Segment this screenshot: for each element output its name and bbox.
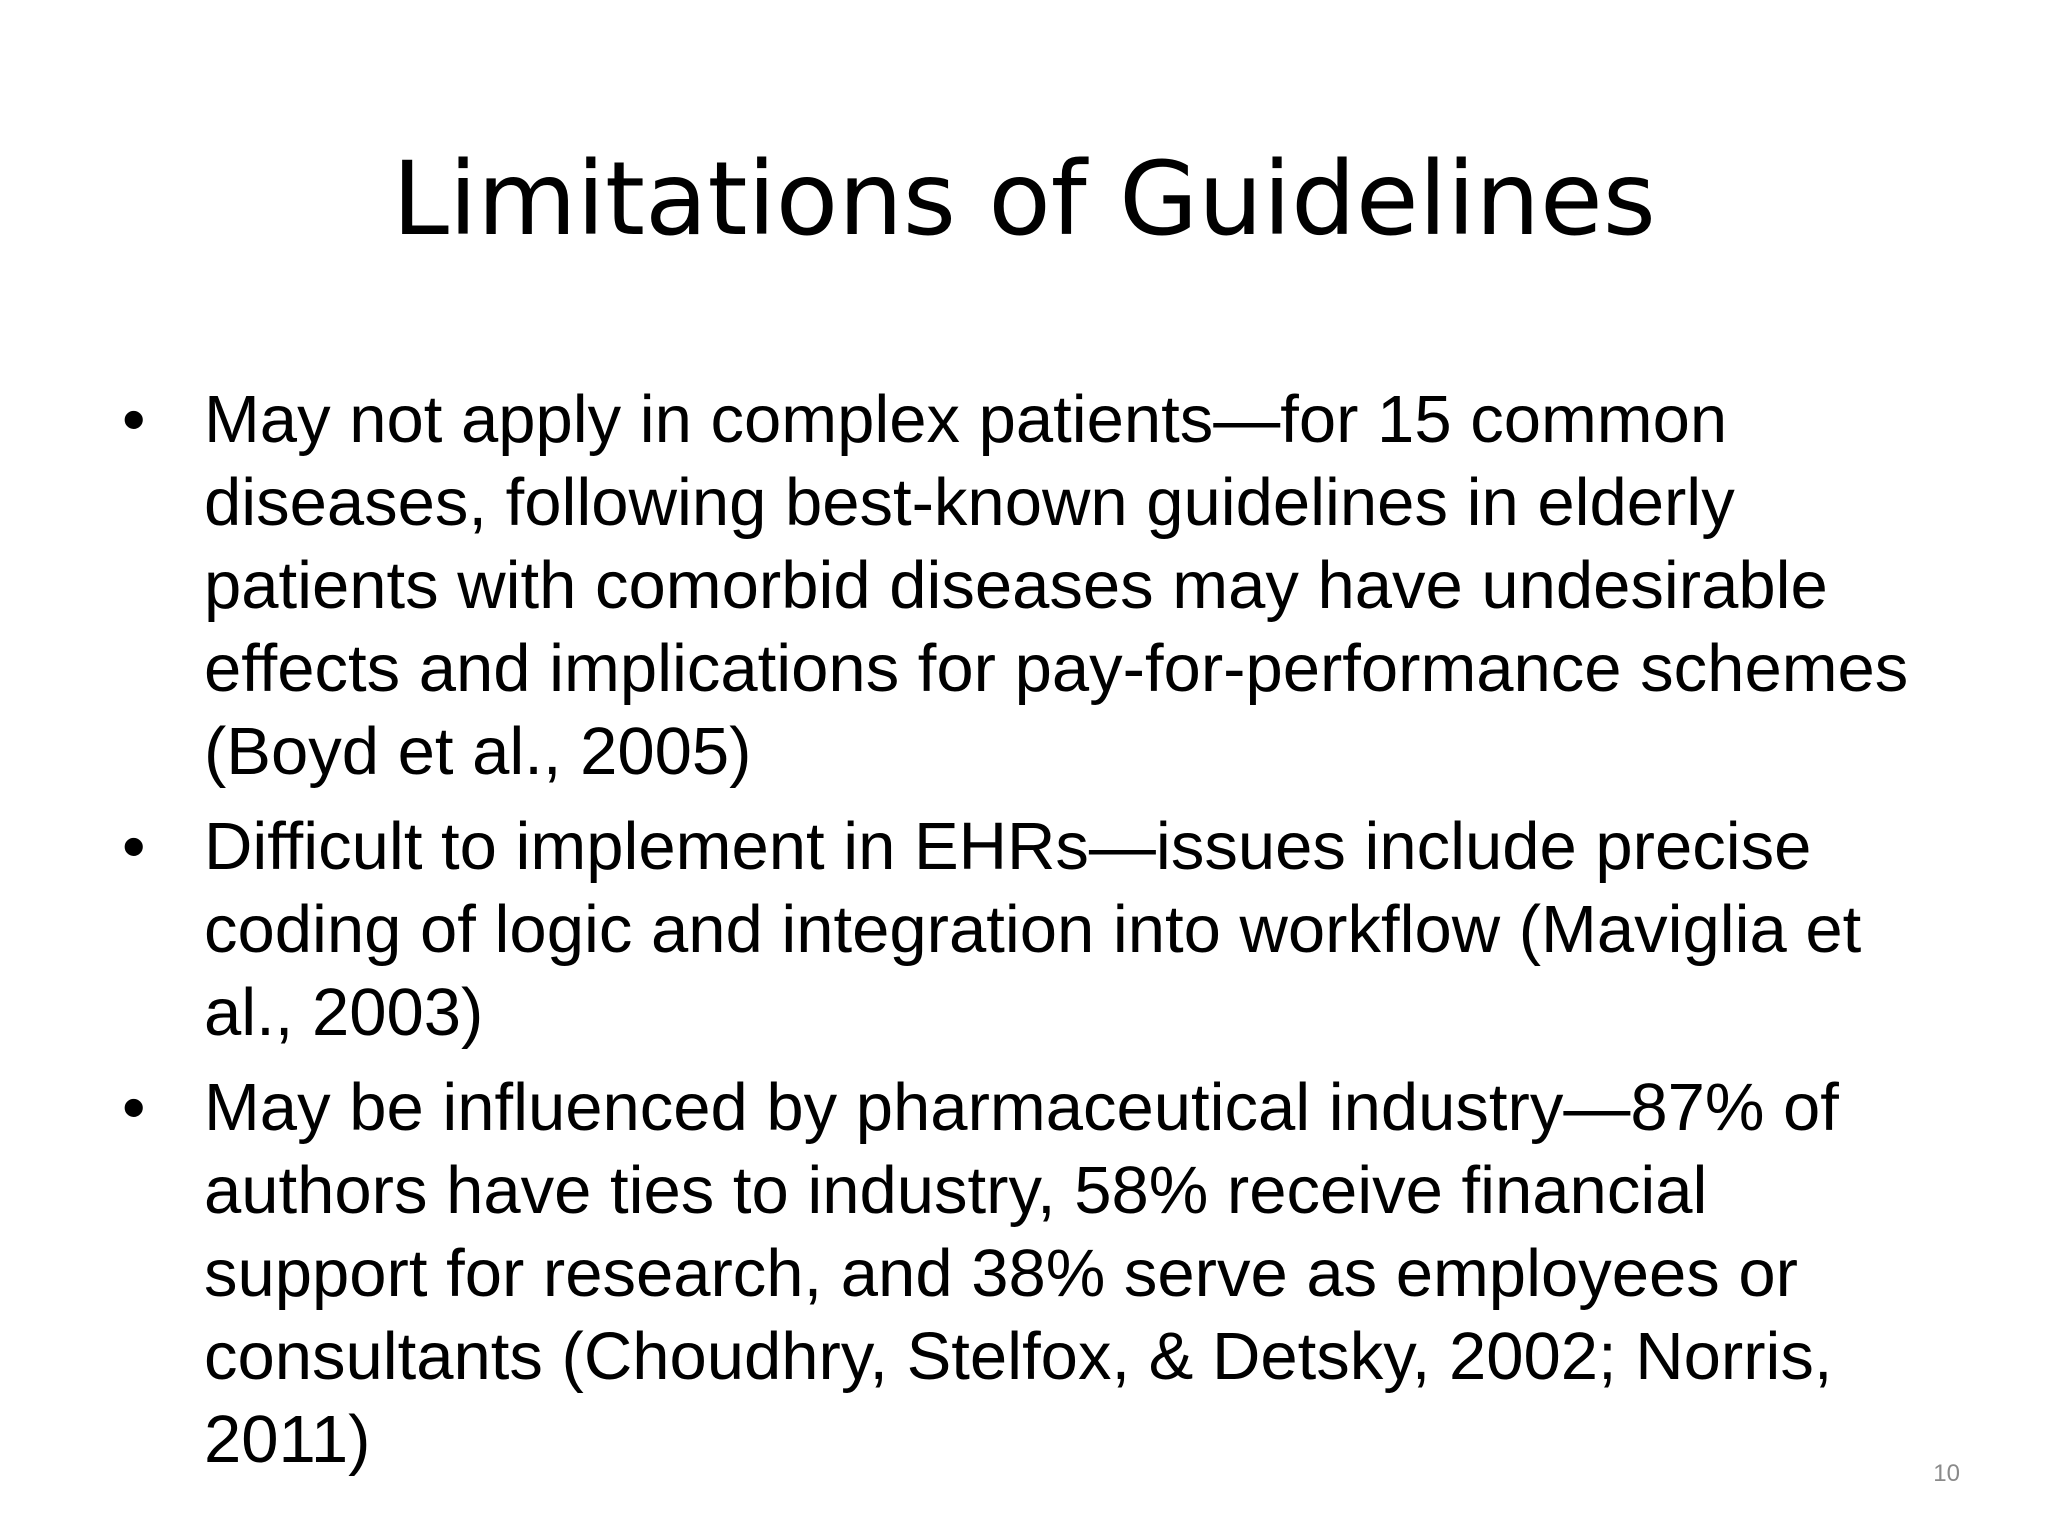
bullet-list xyxy=(120,378,1940,1493)
bullet-item xyxy=(120,378,1940,793)
bullet-text: May not apply in complex patients—for 15 common diseases, following best-known guidelines in elderly patients with comorbid diseases may have undesirable effects and implications for pay-for-performance schemes (Boyd et al., 2005) xyxy=(204,382,1909,789)
slide-number: 10 xyxy=(1933,1460,1960,1487)
bullet-item xyxy=(120,1066,1940,1481)
bullet-item xyxy=(120,805,1940,1054)
bullet-icon: • xyxy=(122,809,146,884)
slide-title: Limitations of Guidelines xyxy=(392,140,1656,259)
bullet-text: May be influenced by pharmaceutical industry—87% of authors have ties to industry, 58% receive financial support for research, and 38% serve as employees or consultants (Choudhry, Stelfox, & Detsky, 2002; Norris, 2011) xyxy=(204,1070,1839,1477)
bullet-text: Difficult to implement in EHRs—issues include precise coding of logic and integration into workflow (Maviglia et al., 2003) xyxy=(204,809,1862,1050)
bullet-icon: • xyxy=(122,1070,146,1145)
bullet-icon: • xyxy=(122,382,146,457)
